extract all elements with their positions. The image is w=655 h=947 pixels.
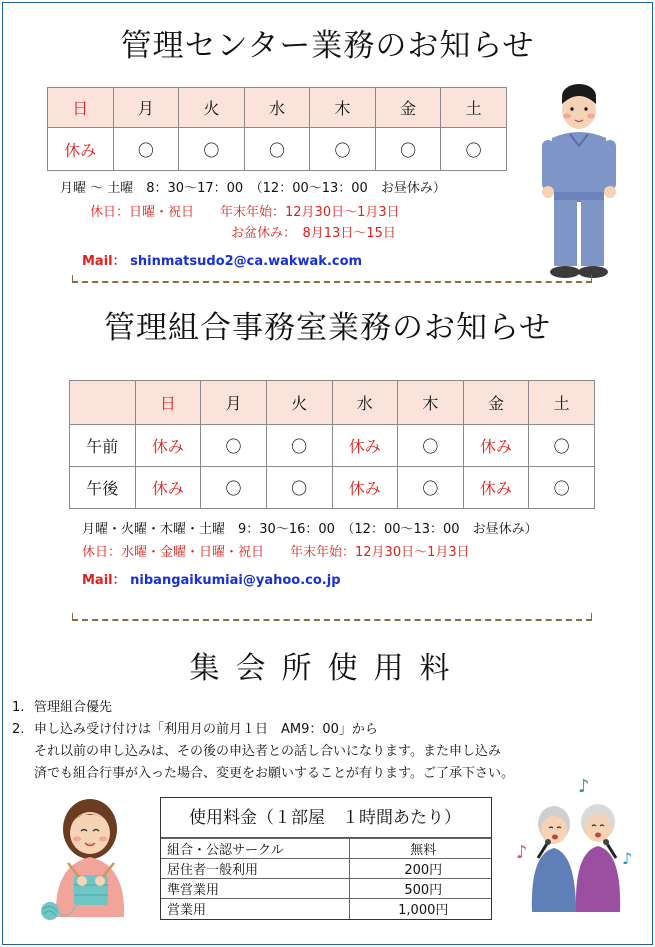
fee-price: 200円 [349,859,491,879]
status-cell: 〇 [113,128,179,171]
list-item [12,719,514,741]
worker-illustration [538,82,620,282]
mail-label: Mail： [82,573,126,588]
list-continuation: それ以前の申し込みは、その後の申込者との話し合いになります。また申し込み [34,744,501,759]
list-number: 1. [12,700,25,715]
section3-title: 集会所使用料 [189,651,466,686]
center-obon: お盆休み： 8月13日～15日 [231,226,396,241]
svg-text:♪: ♪ [516,842,528,863]
status-cell: 〇 [201,467,267,509]
center-days-row [48,88,507,128]
status-cell: 〇 [266,467,332,509]
center-mail [82,250,362,269]
section-divider [72,275,592,283]
section1-title: 管理センター業務のお知らせ [120,28,535,64]
knitting-woman-illustration [38,793,140,925]
status-cell: 休み [463,425,529,467]
day-thu: 木 [398,381,464,425]
status-cell: 〇 [375,128,441,171]
fee-header: 使用料金（１部屋 １時間あたり） [161,798,491,838]
singing-couple-illustration [510,772,640,922]
section2-title: 管理組合事務室業務のお知らせ [103,310,552,346]
row-label-am: 午前 [70,425,136,467]
fee-price: 無料 [349,839,491,859]
fee-rows [161,838,491,919]
fee-row [161,879,491,899]
day-fri: 金 [375,88,441,128]
list-item [12,697,514,719]
fee-price: 1,000円 [349,899,491,919]
day-mon: 月 [201,381,267,425]
svg-text:♪: ♪ [622,849,633,868]
status-cell: 休み [135,467,201,509]
office-am-row [70,425,595,467]
office-mail-address[interactable]: nibangaikumiai@yahoo.co.jp [130,573,341,588]
day-wed: 水 [244,88,310,128]
status-cell: 休み [48,128,114,171]
office-days-row [70,381,595,425]
fee-row [161,839,491,859]
fee-name: 組合・公認サークル [161,839,349,859]
status-cell: 〇 [179,128,245,171]
fee-row [161,899,491,919]
fee-name: 居住者一般利用 [161,859,349,879]
list-number: 2. [12,722,25,737]
status-cell: 休み [135,425,201,467]
center-mail-address[interactable]: shinmatsudo2@ca.wakwak.com [130,254,363,269]
office-holidays: 休日：水曜・金曜・日曜・祝日 年末年始：12月30日～1月3日 [82,545,470,560]
status-cell: 〇 [244,128,310,171]
center-status-row [48,128,507,171]
day-mon: 月 [113,88,179,128]
office-pm-row [70,467,595,509]
status-cell: 休み [332,425,398,467]
list-continuation: 済でも組合行事が入った場合、変更をお願いすることが有ります。ご了承下さい。 [34,766,514,781]
section-divider [72,613,592,621]
office-schedule-table [69,380,595,509]
fee-price: 500円 [349,879,491,899]
status-cell: 〇 [201,425,267,467]
list-text: 申し込み受け付けは「利用月の前月１日 AM9：00」から [34,722,378,737]
status-cell: 休み [332,467,398,509]
status-cell: 〇 [529,425,595,467]
day-sat: 土 [529,381,595,425]
corner-cell [70,381,136,425]
rules-list [12,697,514,785]
fee-row [161,859,491,879]
row-label-pm: 午後 [70,467,136,509]
office-mail [82,569,341,588]
list-text: 管理組合優先 [34,700,113,715]
status-cell: 〇 [266,425,332,467]
day-sun: 日 [135,381,201,425]
day-fri: 金 [463,381,529,425]
day-thu: 木 [310,88,376,128]
day-wed: 水 [332,381,398,425]
center-schedule-table [47,87,507,171]
fee-table [160,797,492,920]
status-cell: 〇 [398,425,464,467]
status-cell: 〇 [441,128,507,171]
svg-text:♪: ♪ [578,776,590,797]
fee-name: 準営業用 [161,879,349,899]
status-cell: 〇 [529,467,595,509]
status-cell: 休み [463,467,529,509]
day-tue: 火 [266,381,332,425]
status-cell: 〇 [310,128,376,171]
fee-name: 営業用 [161,899,349,919]
office-hours: 月曜・火曜・木曜・土曜 9：30～16：00 （12：00～13：00 お昼休み） [82,522,538,537]
center-hours: 月曜 ～ 土曜 8：30～17：00 （12：00～13：00 お昼休み） [60,181,446,196]
day-tue: 火 [179,88,245,128]
day-sat: 土 [441,88,507,128]
status-cell: 〇 [398,467,464,509]
center-holidays: 休日：日曜・祝日 年末年始：12月30日～1月3日 [90,205,400,220]
day-sun: 日 [48,88,114,128]
mail-label: Mail： [82,254,126,269]
